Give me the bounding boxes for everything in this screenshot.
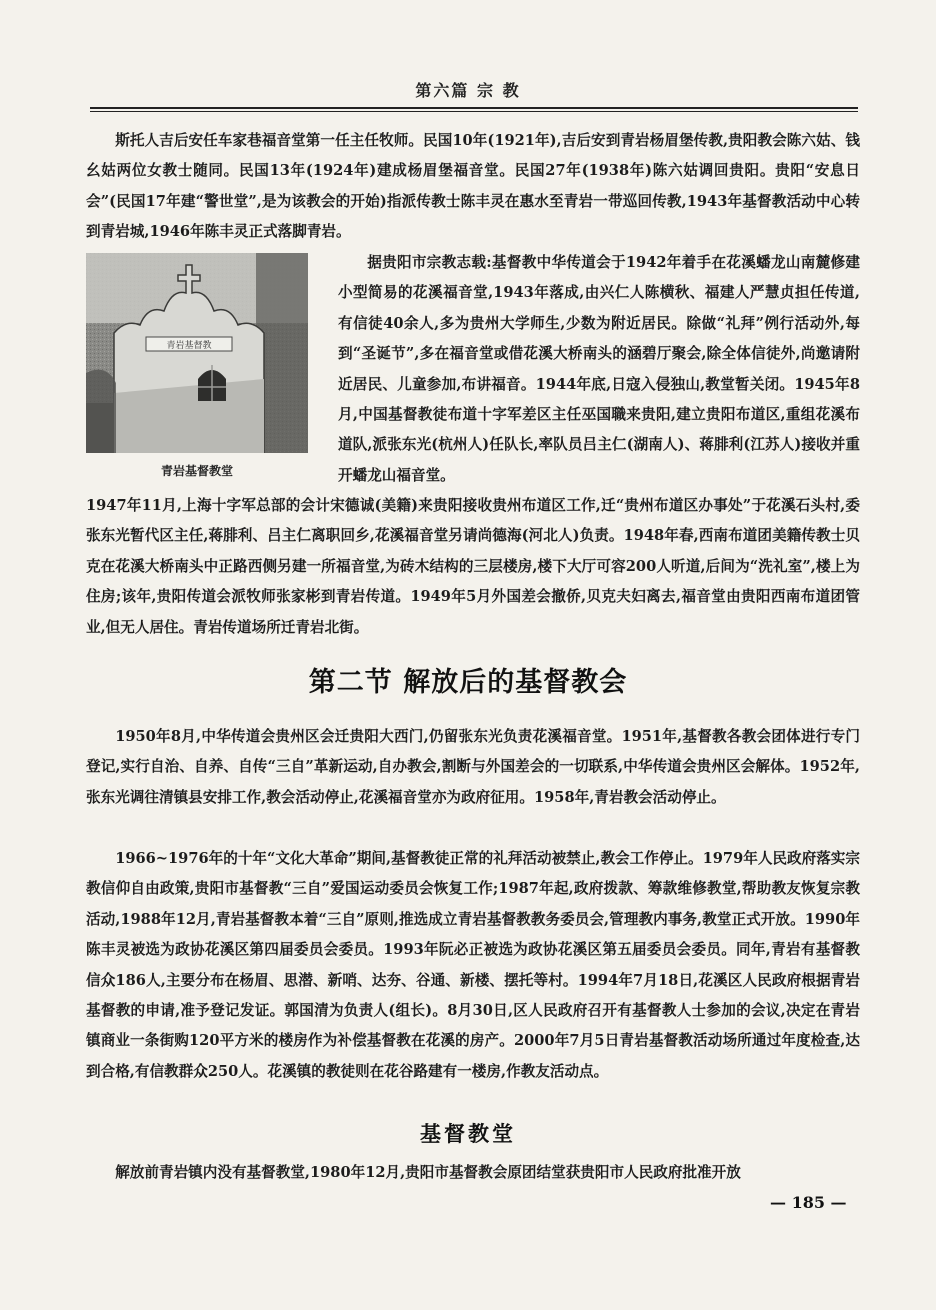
church-sign-text: 青岩基督教 bbox=[166, 341, 212, 351]
running-header: 第六篇 宗 教 bbox=[415, 81, 521, 100]
photo-caption: 青岩基督教堂 bbox=[160, 464, 233, 478]
header-rule bbox=[90, 107, 858, 112]
paragraph-reform: 1966~1976年的十年“文化大革命”期间,基督教徒正常的礼拜活动被禁止,教会工作停止。1979年人民政府落实宗教信仰自由政策,贵阳市基督教“三自”爱国运动委员会恢复工作;1987年起,政府拨款、筹款维修教堂,帮助教友恢复宗教活动,1988年12月,青岩基督教本着“三自”原则,推选成立青岩基督教教务委员会,管理教内事务,教堂正式开放。1990年陈丰灵被选为政协花溪区第四届委员会委员。1993年阮必正被选为政协花溪区第五届委员会委员。同年,青岩有基督教信众186人,主要分布在杨眉、思潜、新哨、达夯、谷通、新楼、摆托等村。1994年7月18日,花溪区人民政府根据青岩基督教的申请,准予登记发证。郭国清为负责人(组长)。8月30日,区人民政府召开有基督教人士参加的会议,决定在青岩镇商业一条街购120平方米的楼房作为补偿基督教在花溪的房产。2000年7月5日青岩基督教活动场所通过年度检查,达到合格,有信教群众250人。花溪镇的教徒则在花谷路建有一楼房,作教友活动点。 bbox=[86, 850, 860, 1080]
paragraph-post-liberation: 1950年8月,中华传道会贵州区会迁贵阳大西门,仍留张东光负责花溪福音堂。1951年,基督教各教会团体进行专门登记,实行自治、自养、自传“三自”革新运动,自办教会,割断与外国差会的一切联系,中华传道会贵州区会解体。1952年,张东光调往清镇县安排工作,教会活动停止,花溪福音堂亦为政府征用。1958年,青岩教会活动停止。 bbox=[86, 728, 860, 806]
church-photo bbox=[86, 253, 308, 453]
paragraph-church: 解放前青岩镇内没有基督教堂,1980年12月,贵阳市基督教会原团结堂获贵阳市人民政府批准开放 bbox=[115, 1164, 741, 1181]
page-number: — 185 — bbox=[770, 1193, 847, 1212]
subsection-title: 基督教堂 bbox=[420, 1122, 516, 1146]
paragraph-history-a: 据贵阳市宗教志载:基督教中华传道会于1942年着手在花溪蟠龙山南麓修建小型简易的花溪福音堂,1943年落成,由兴仁人陈横秋、福建人严慧贞担任传道,有信徒40余人,多为贵州大学师生,少数为附近居民。除做“礼拜”例行活动外,每到“圣诞节”,多在福音堂或借花溪大桥南头的涵碧厅聚会,除全体信徒外,尚邀请附近居民、儿童参加,布讲福音。1944年底,日寇入侵独山,教堂暂关闭。1945年8月,中国基督教徒布道十字军差区主任巫国職来贵阳,建立贵阳布道区,重组花溪布道队,派张东光(杭州人)任队长,率队员吕主仁(湖南人)、蒋腓利(江苏人)接收并重开蟠龙山福音堂。 bbox=[338, 254, 860, 484]
paragraph-history-b: 1947年11月,上海十字军总部的会计宋德诚(美籍)来贵阳接收贵州布道区工作,迁“贵州布道区办事处”于花溪石头村,委张东光暂代区主任,蒋腓利、吕主仁离职回乡,花溪福音堂另请尚德海(河北人)负责。1948年春,西南布道团美籍传教士贝克在花溪大桥南头中正路西侧另建一所福音堂,为砖木结构的三层楼房,楼下大厅可容200人听道,后间为“洗礼室”,楼上为住房;该年,贵阳传道会派牧师张家彬到青岩传道。1949年5月外国差会撤侨,贝克夫妇离去,福音堂由贵阳西南布道团管业,但无人居住。青岩传道场所迁青岩北街。 bbox=[86, 497, 860, 636]
section-title: 第二节 解放后的基督教会 bbox=[308, 667, 628, 698]
paragraph-intro: 斯托人吉后安任车家巷福音堂第一任主任牧师。民国10年(1921年),吉后安到青岩杨眉堡传教,贵阳教会陈六姑、钱幺姑两位女教士随同。民国13年(1924年)建成杨眉堡福音堂。民国27年(1938年)陈六姑调回贵阳。贵阳“安息日会”(民国17年建“警世堂”,是为该教会的开始)指派传教士陈丰灵在惠水至青岩一带巡回传教,1943年基督教活动中心转到青岩城,1946年陈丰灵正式落脚青岩。 bbox=[86, 132, 860, 241]
